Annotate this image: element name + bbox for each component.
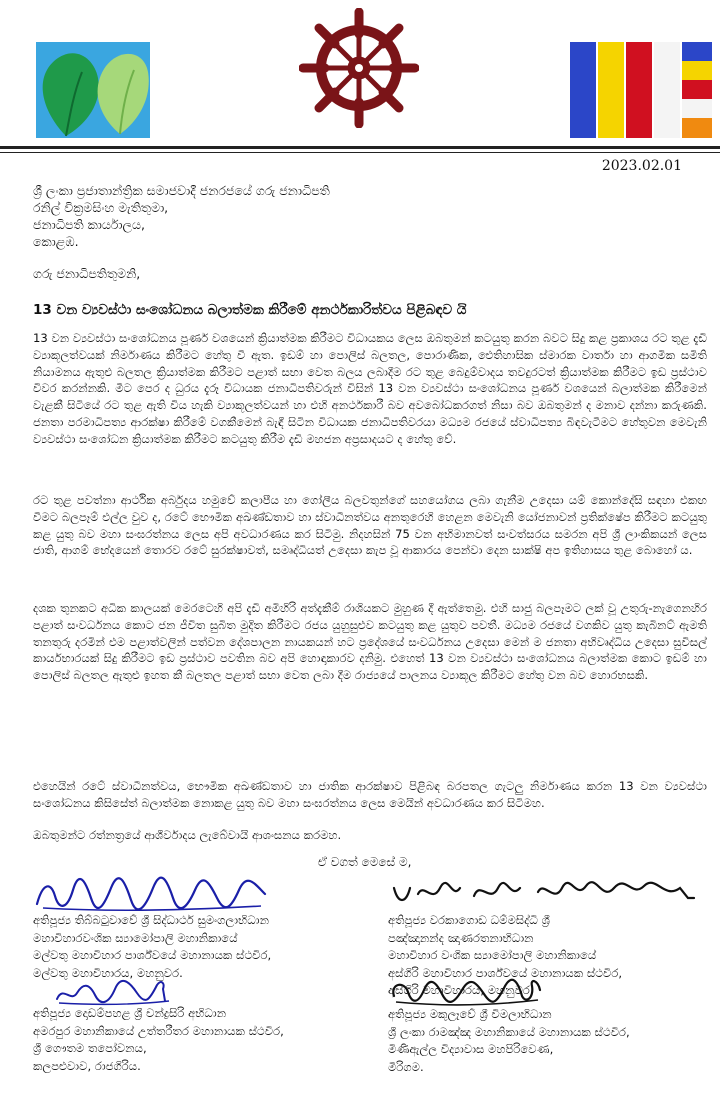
signatory-line: අමරපුර මහානිකායේ උත්තරීතර මහානායක ස්ථවිර, — [33, 1023, 284, 1038]
signatory-line: මල්වතු මහාවිහාර පාර්ශ්වයේ මහානායක ස්ථවිර, — [33, 948, 272, 963]
signatory-line: කලපළුවාව, රාජගිරිය. — [33, 1058, 141, 1073]
buddhist-flag-icon — [570, 42, 712, 138]
recipient-line: ජනාධිපති කාර්යාලය, — [33, 217, 145, 232]
body-paragraph: දශක තුනකට අධික කාලයක් මෙරටෙහි අපි දැඩි අමිහිරි අත්දැකීම් රාශියකට මුහුණ දී ඇත්තෙමු. එහි සාජු බලපෑමට ලක් වූ උතුරු-නැගෙනහිර පළාත් සංවර්ධනය කොට ජන ජීවිත සුබිත මුදිත කිරීමට රජය යුහුසුළුව කටයුතු කළ යුතුව පවතී. මධ්‍යම රජයේ වගකිව යුතු කැබිනට් ඇමති තනතුරු දරමින් එම පළාත්වලින් පත්වන දේශපාලන නායකයන් හට ප්‍රදේශයේ සංවර්ධනය උදෙසා මෙන් ම ජනතා අභිවෘද්ධිය උදෙසා සුවිසල් කාර්යභාරයක් සිදු කිරීමට ඉඩ ප්‍රස්ථාව පවතින බව අපි හොඳාකාරව දනිමු. එහෙත් 13 වන ව්‍යවස්ථා සංශෝධනය බලාත්මක කොට ඉඩම් හා පොලිස් බලතල ඇතුළු ඉහත කී බලතල පළාත් සභා වෙත ලබා දීම රාජ්‍යයේ පාලනය ව්‍යාකූල කිරීමට හේතු වන බව හොරභසකි. — [33, 601, 707, 683]
recipient-address — [33, 182, 330, 250]
handwritten-signature — [388, 976, 548, 1008]
letter-subject: 13 වන ව්‍යවස්ථා සංශෝධනය බලාත්මක කිරීමේ අනර්ථකාරිත්වය පිළිබඳව යි — [33, 302, 467, 318]
signatory-line: අතිපූජ්‍ය තිබ්බටුවාවේ ශ්‍රී සිද්ධාර්ථ සුමංගලාභිධාන — [33, 913, 270, 927]
closing-line: ඒ වගත් මෙසේ ම, — [318, 855, 412, 869]
signatory-line: අතිපූජ්‍ය මකුලෑවේ ශ්‍රී විමලාභිධාන — [388, 1007, 552, 1021]
signatory-line: මහාවිහාර වංශික ස්‍යාමෝපාලි මහානිකායේ — [388, 948, 597, 963]
header-rule — [0, 146, 720, 149]
recipient-line: ශ්‍රී ලංකා ප්‍රජාතාන්ත්‍රික සමාජවාදී ජනරජයේ ගරු ජනාධිපති — [33, 183, 330, 198]
body-paragraph: 13 වන ව්‍යවස්ථා සංශෝධනය පූර්ණ වශයෙන් ක්‍රියාත්මක කිරීමට විධායකය ලෙස ඔබතුමන් කටයුතු කරන බවට සිදු කළ ප්‍රකාශය රට තුළ දැඩි ව්‍යාකූලත්වයක් නිර්මාණය කිරීමට හේතු වී ඇත. ඉඩම් හා පොලිස් බලතල, පොරාණික, ඓතිහාසික ස්මාරක වාර්තා හා ආගමික සමිති නියාමනය ඇතුළු බලතල ක්‍රියාත්මක කිරීමට පළාත් සභා වෙත බලය ලබාදීම රට තුළ බෙදුම්වාදය තවදුරටත් ක්‍රියාත්මක කිරීමට ඉඩ ප්‍රස්ථාව විවර කරන්නකි. මීට පෙර ද ධුරය දැරූ විධායක ජනාධිපතිවරුන් විසින් 13 වන ව්‍යවස්ථා සංශෝධනය පූර්ණ වශයෙන් බලාත්මක කිරීමෙන් වැළකී සිටියේ රට තුළ ඇති විය හැකි ව්‍යාකූලත්වයන් හා එහි අනර්ථකාරී බව අවබෝධකරගත් නිසා බව ඔබතුමන් ද මනාව දන්නා කරුණකි. ජනතා පරමාධිපත්‍ය ආරක්ෂා කිරීමේ වගකීමෙන් බැඳී සිටින විධායක ජනාධිපතිවරයා මධ්‍යම රජයේ ස්වාධිපත්‍ය බිඳවැටීමට හේතුවන මෙවැනි ව්‍යවස්ථා සංශෝධන ක්‍රියාත්මක කිරීමට කටයුතු කිරීම දැඩි මහජන අප්‍රසාදයට ද හේතු වේ. — [33, 331, 707, 446]
letter-date: 2023.02.01 — [601, 158, 682, 174]
body-paragraph: එහෙයින් රටේ ස්වාධීනත්වය, භෞමික අඛණ්ඩතාව හා ජාතික ආරක්ෂාව පිළිබඳ බරපතල ගැටලු නිර්මාණය කරන 13 වන ව්‍යවස්ථා සංශෝධනය කිසිසේත් බලාත්මක නොකළ යුතු බව මහා සංඝරත්නය ලෙස මෙයින් අවධාරණය කර සිටිමහ. — [33, 779, 707, 810]
signatory-line: අස්ගිරි මහාවිහාරය, මහනුවර. — [388, 983, 534, 998]
signatory-line: මීරිගම. — [388, 1059, 424, 1074]
handwritten-signature — [53, 975, 173, 1007]
header-rule-thin — [0, 152, 720, 153]
signatory-line: අතිපූජ්‍ය වරකාගොඩ ධම්මසිද්ධි ශ්‍රී — [388, 913, 550, 927]
signatory-line: පඤ්ඤානන්ද ඤාණරතනාභිධාන — [388, 930, 534, 945]
blessing-paragraph: ඔබතුමන්ට රත්නත්‍රයේ ආශීර්වාදය ලැබේවායි ආශංසනය කරමහ. — [33, 828, 342, 842]
signatory-line: ශ්‍රී ලංකා රාමඤ්ඤ මහානිකායේ මහානායක ස්ථවිර, — [388, 1024, 630, 1039]
signatory-line: අස්ගිරි මහාවිහාර පාර්ශ්වයේ මහානායක ස්ථවිර, — [388, 965, 623, 980]
handwritten-signature — [33, 874, 273, 914]
signatory-line: මහාවිහාරවංශික ස්‍යාමෝපාලි මහානිකායේ — [33, 930, 238, 945]
dharma-wheel-icon — [299, 8, 419, 128]
signatory-line: අතිපූජ්‍ය දොඩම්පහළ ශ්‍රී චන්ද්‍රසිරි අභිධාන — [33, 1006, 227, 1020]
signatory-ramanna-mahanayake — [388, 980, 718, 1092]
handwritten-signature — [388, 874, 708, 910]
recipient-line: කොළඹ. — [33, 234, 79, 249]
body-paragraph: රට තුළ පවත්නා ආර්ථික අර්බුදය හමුවේ කලාපීය හා ගෝලීය බලවතුන්ගේ සහයෝගය ලබා ගැනීම උදෙසා යම් කොන්දේසි සඳහා එකඟ වීමට බලපෑම් එල්ල වුව ද, රටේ භෞමික අඛණ්ඩතාව හා ස්වාධීනත්වය අනතුරෙහි හෙළන මෙවැනි යෝජනාවන් ප්‍රතික්ෂේප කිරීමට කටයුතු කළ යුතු බව මහා සංඝරත්නය ලෙස අපි අවධාරණය කර සිටිමු. නිදහසින් 75 වන අභිමානවත් සංවත්සරය සමරන අපි ශ්‍රී ලාංකිකයන් ලෙස ජාති, ආගම් භේදයෙන් තොරව රටේ සුරක්ෂාවත්, සමෘද්ධියත් උදෙසා කැප වූ ආකාරය පෙන්වා දෙන සාක්ෂි අප ඉතිහාසය තුළ බොහෝ ය. — [33, 493, 707, 558]
signatory-amarapura-mahanayake — [33, 975, 353, 1093]
salutation: ගරු ජනාධිපතිතුමනි, — [33, 266, 141, 281]
recipient-line: රනිල් වික්‍රමසිංහ මැතිතුමා, — [33, 200, 169, 215]
signatory-line: ශ්‍රී ගෞතම තපෝවනය, — [33, 1041, 147, 1056]
bodhi-leaf-logo — [36, 42, 150, 138]
signatory-line: මල්වතු මහාවිහාරය, මහනුවර. — [33, 965, 183, 980]
signatory-line: මිණිඇල්ල විද්‍යාවාස මහපිරිවෙණ, — [388, 1042, 554, 1057]
letterhead — [0, 0, 720, 174]
